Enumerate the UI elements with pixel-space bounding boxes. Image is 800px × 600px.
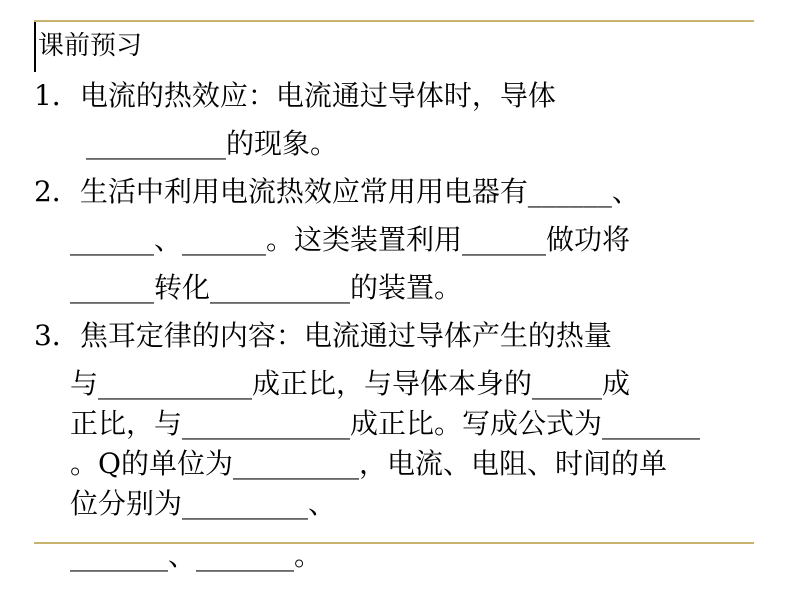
text-line-8: 正比，与____________成正比。写成公式为_______ [70,407,701,440]
text-line-10: 位分别为_________、 [70,487,337,520]
heading-marker-bar [34,22,36,72]
text-line-6: 3．焦耳定律的内容：电流通过导体产生的热量 [34,319,612,352]
slide-heading: 课前预习 [38,31,143,61]
top-divider [34,20,754,22]
text-line-9: 。Q的单位为_________，电流、电阻、时间的单 [70,447,667,480]
text-line-3: 2．生活中利用电流热效应常用用电器有______、 [34,175,640,208]
text-line-2: __________的现象。 [86,127,339,160]
text-line-7: 与___________成正比，与导体本身的_____成 [70,367,631,400]
text-line-11: _______、_______。 [70,539,323,572]
text-line-5: ______转化__________的装置。 [70,271,463,304]
text-line-4: ______、______。这类装置利用______做功将 [70,223,631,256]
text-line-1: 1．电流的热效应：电流通过导体时，导体 [34,79,556,112]
